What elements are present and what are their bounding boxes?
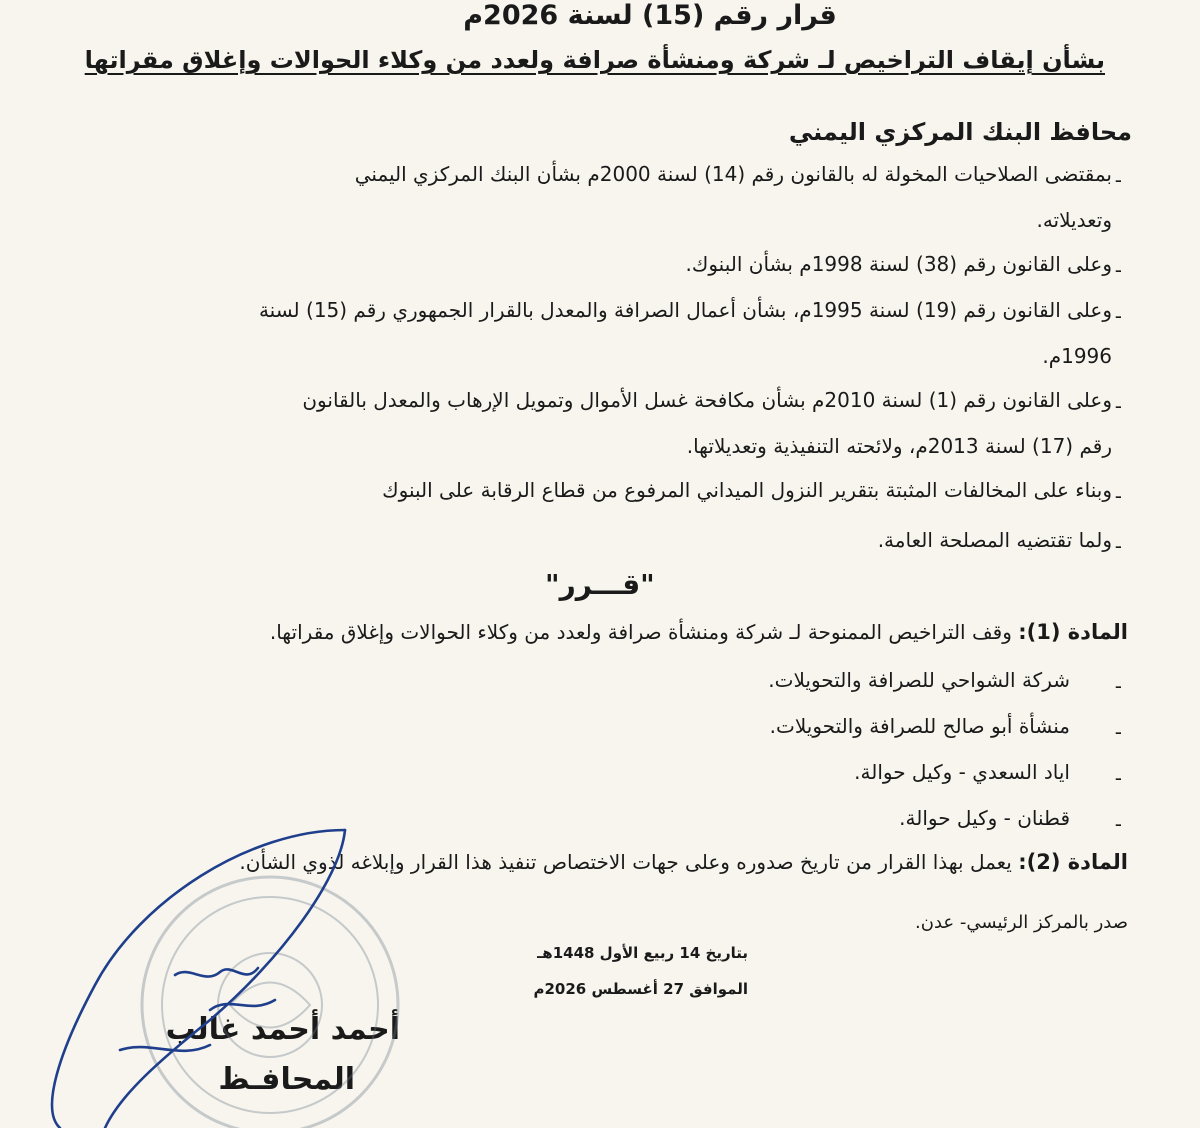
signatory-title: المحافـظ — [218, 1062, 355, 1097]
entity-item: اياد السعدي - وكيل حوالة. — [854, 760, 1070, 784]
entity-item: شركة الشواحي للصرافة والتحويلات. — [768, 668, 1070, 692]
list-marker: - — [1114, 534, 1122, 558]
article-2 — [239, 850, 1128, 874]
entity-item: قطنان - وكيل حوالة. — [899, 806, 1070, 830]
preamble-item-4-cont: رقم (17) لسنة 2013م، ولائحته التنفيذية وتعديلاتها. — [686, 434, 1112, 458]
article-2-text: يعمل بهذا القرار من تاريخ صدوره وعلى جهات الاختصاص تنفيذ هذا القرار وإبلاغه لذوي الشأن. — [239, 850, 1012, 874]
preamble-item-3-cont: 1996م. — [1042, 344, 1112, 368]
article-2-label: المادة (2): — [1018, 850, 1128, 874]
issuing-authority: محافظ البنك المركزي اليمني — [788, 118, 1132, 146]
preamble-item-1-cont: وتعديلاته. — [1036, 208, 1112, 232]
article-1-text: وقف التراخيص الممنوحة لـ شركة ومنشأة صرافة ولعدد من وكلاء الحوالات وإغلاق مقراتها. — [269, 620, 1012, 644]
decree-title: قرار رقم (15) لسنة 2026م — [463, 0, 837, 31]
signatory-name: أحمد أحمد غالب — [165, 1012, 400, 1047]
date-hijri: بتاريخ 14 ربيع الأول 1448هـ — [537, 944, 748, 962]
list-marker: - — [1114, 394, 1122, 418]
list-marker: - — [1114, 258, 1122, 282]
decided-heading: "قـــرر" — [545, 568, 655, 601]
list-marker: - — [1114, 720, 1122, 744]
entity-item: منشأة أبو صالح للصرافة والتحويلات. — [769, 714, 1070, 738]
list-marker: - — [1114, 168, 1122, 192]
list-marker: - — [1114, 812, 1122, 836]
preamble-item-2: وعلى القانون رقم (38) لسنة 1998م بشأن البنوك. — [685, 252, 1112, 276]
list-marker: - — [1114, 484, 1122, 508]
decree-subtitle: بشأن إيقاف التراخيص لـ شركة ومنشأة صرافة ولعدد من وكلاء الحوالات وإغلاق مقراتها — [84, 46, 1105, 74]
article-1-label: المادة (1): — [1018, 620, 1128, 644]
date-gregorian: الموافق 27 أغسطس 2026م — [533, 980, 748, 998]
issued-location: صدر بالمركز الرئيسي- عدن. — [915, 912, 1128, 933]
list-marker: - — [1114, 304, 1122, 328]
preamble-item-5: وبناء على المخالفات المثبتة بتقرير النزول الميداني المرفوع من قطاع الرقابة على البنوك — [382, 478, 1112, 502]
preamble-item-1: بمقتضى الصلاحيات المخولة له بالقانون رقم (14) لسنة 2000م بشأن البنك المركزي اليمني — [354, 162, 1112, 186]
preamble-item-3: وعلى القانون رقم (19) لسنة 1995م، بشأن أعمال الصرافة والمعدل بالقرار الجمهوري رقم (15) لسنة — [258, 298, 1112, 322]
preamble-item-4: وعلى القانون رقم (1) لسنة 2010م بشأن مكافحة غسل الأموال وتمويل الإرهاب والمعدل بالقانون — [302, 388, 1112, 412]
preamble-item-6: ولما تقتضيه المصلحة العامة. — [877, 528, 1112, 552]
list-marker: - — [1114, 766, 1122, 790]
list-marker: - — [1114, 674, 1122, 698]
article-1 — [270, 620, 1128, 644]
